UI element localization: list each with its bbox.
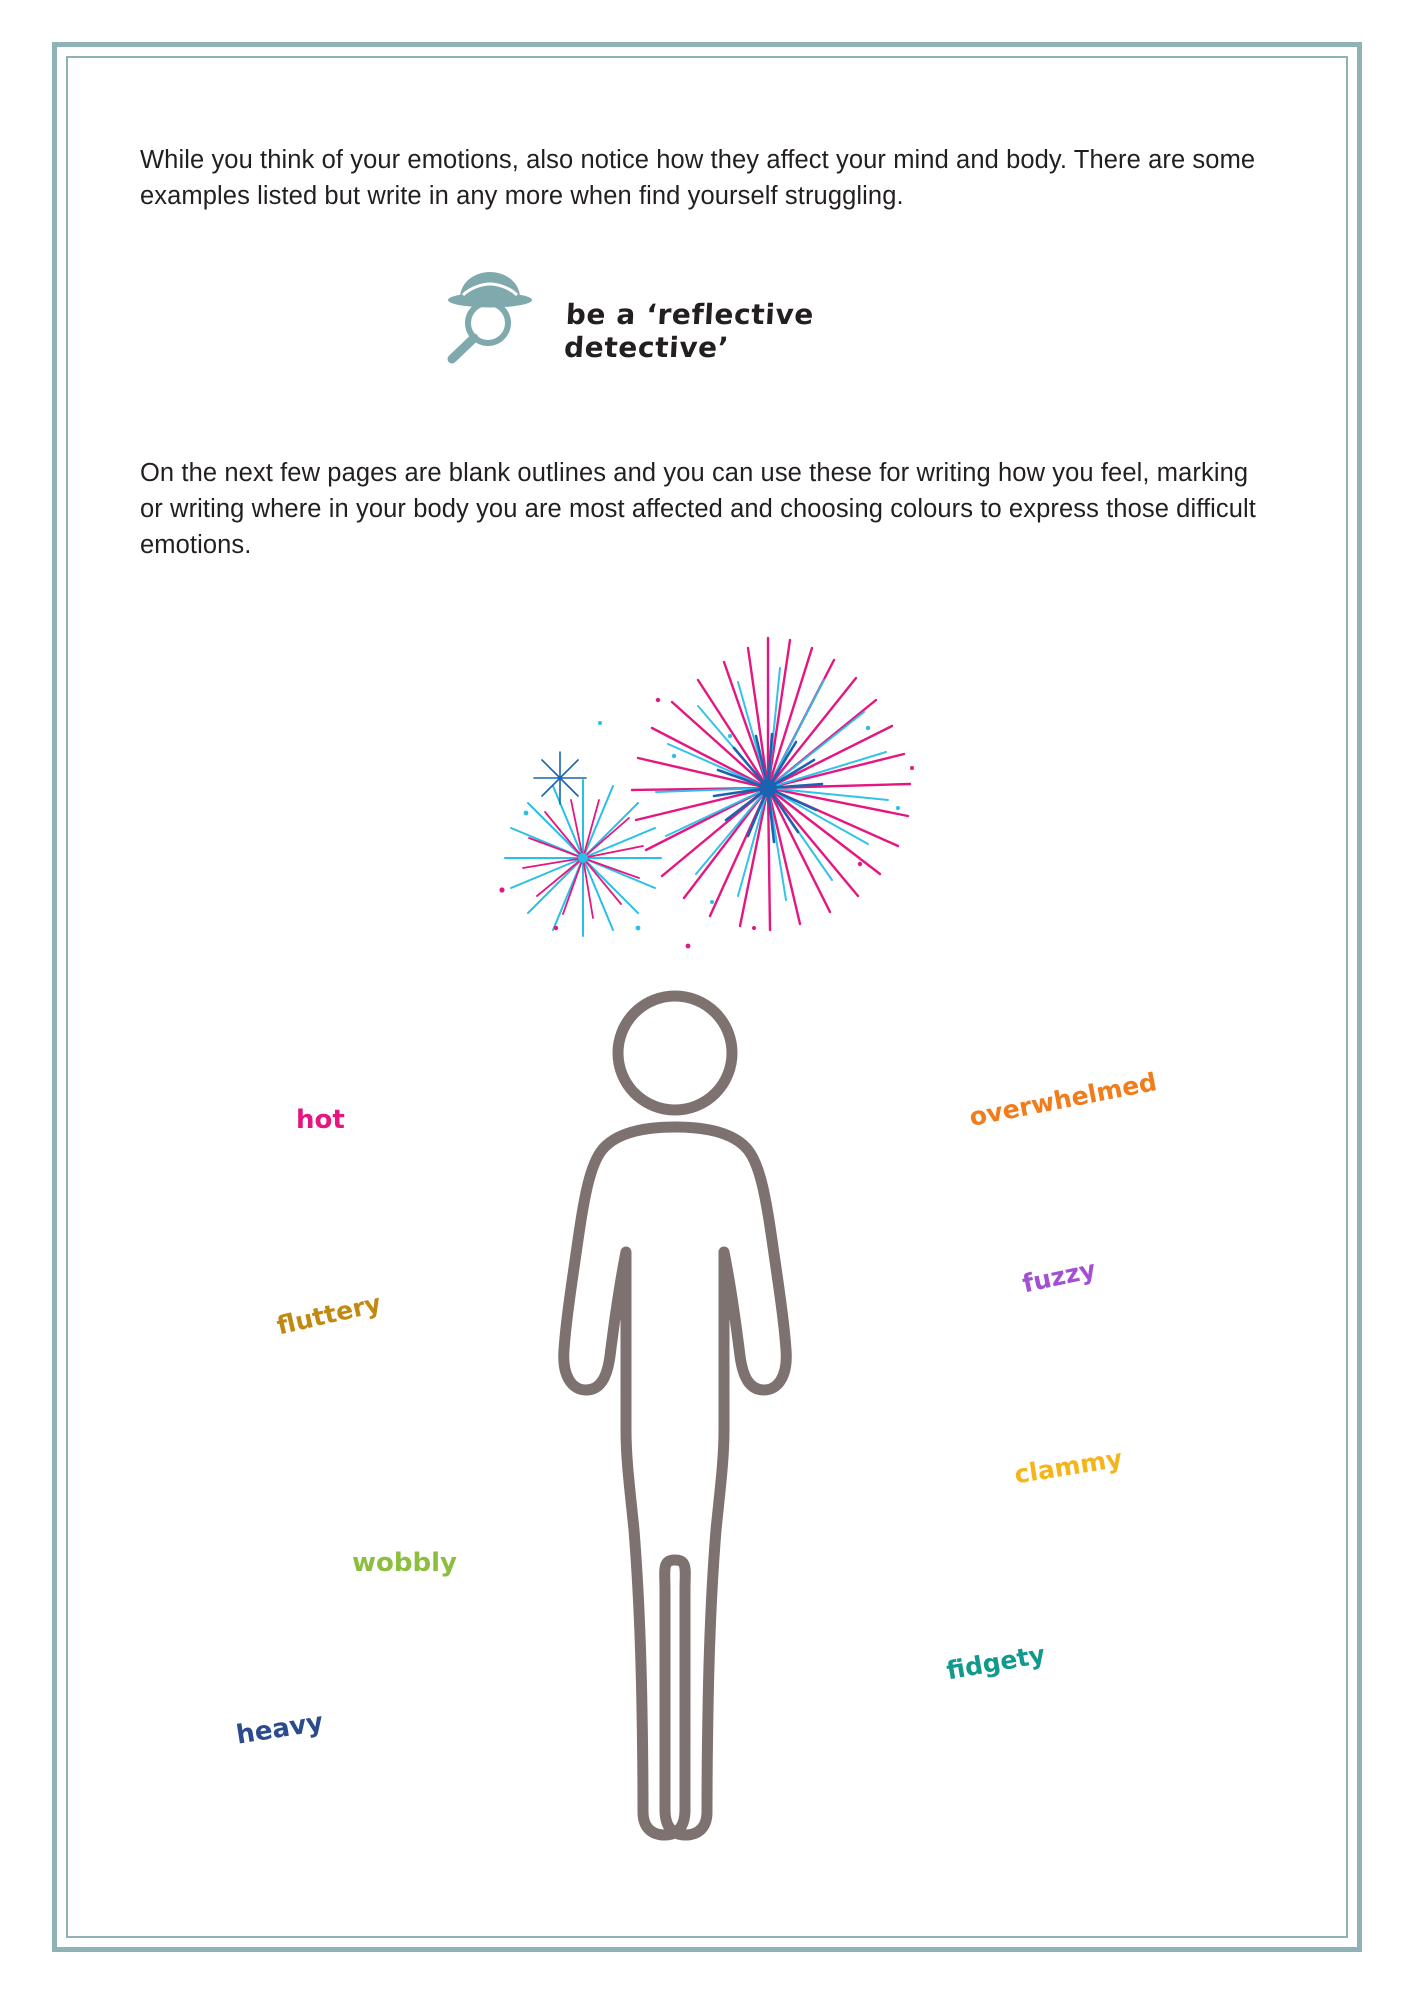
word-overwhelmed: overwhelmed xyxy=(966,1067,1160,1132)
word-fidgety: fidgety xyxy=(944,1639,1048,1686)
word-fluttery: fluttery xyxy=(274,1288,384,1341)
reflective-detective-badge xyxy=(430,262,950,367)
intro-paragraph: While you think of your emotions, also notice how they affect your mind and body. There are some examples listed but write in any more when find yourself struggling. xyxy=(140,146,1256,211)
word-fuzzy: fuzzy xyxy=(1019,1254,1099,1299)
word-heavy: heavy xyxy=(234,1707,326,1751)
detective-label: be a ‘reflective detective’ xyxy=(563,298,815,364)
word-hot: hot xyxy=(296,1105,345,1135)
word-clammy: clammy xyxy=(1012,1443,1125,1490)
word-wobbly: wobbly xyxy=(352,1548,457,1578)
body-outline-icon xyxy=(510,990,840,1850)
magnifying-glass-with-hat-icon xyxy=(430,262,545,367)
fireworks-icon xyxy=(468,628,948,958)
instructions-paragraph: On the next few pages are blank outlines and you can use these for writing how you feel, marking or writing where in your body you are most affected and choosing colours to express those difficult emotions. xyxy=(140,459,1256,560)
